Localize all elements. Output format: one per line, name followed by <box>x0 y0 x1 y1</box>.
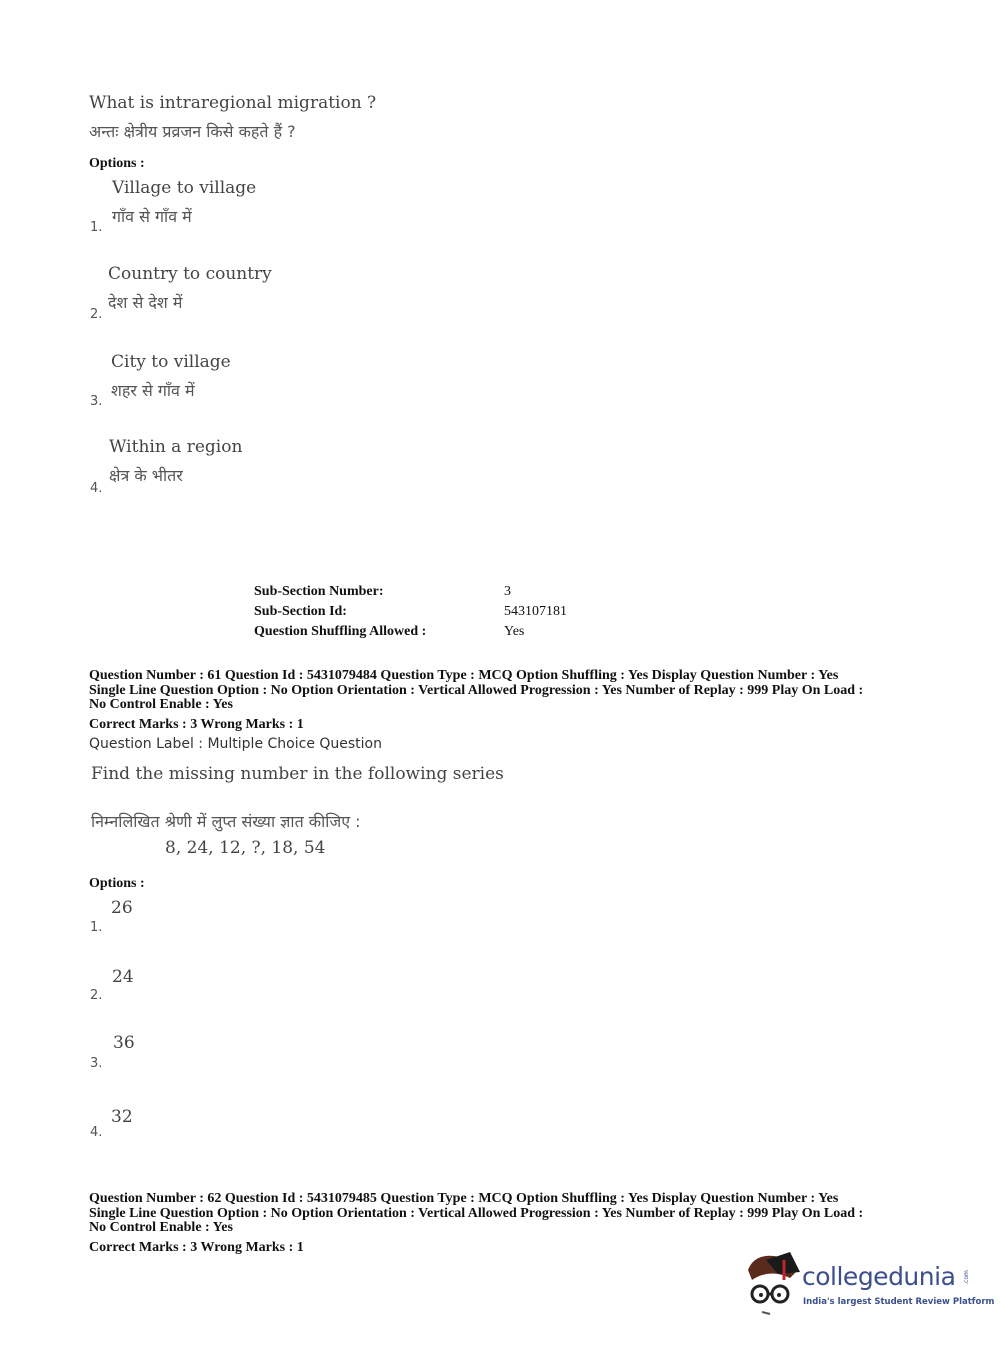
question-61-text-hi: निम्नलिखित श्रेणी में लुप्त संख्या ज्ञात कीजिए : <box>91 812 361 831</box>
option-4-number: 4. <box>90 481 103 496</box>
option-2-hi: देश से देश में <box>108 293 183 312</box>
option-3-number: 3. <box>90 1056 103 1071</box>
option-1-number: 1. <box>90 920 103 935</box>
option-1-hi: गाँव से गाँव में <box>112 207 192 226</box>
question-61-text-en: Find the missing number in the following series <box>91 764 504 784</box>
question-62-meta-2: Single Line Question Option : No Option Orientation : Vertical Allowed Progression : Yes Number of Replay : 999 Play On Load : <box>89 1206 864 1221</box>
options-label: Options : <box>89 876 145 891</box>
option-1-number: 1. <box>90 220 103 235</box>
question-61-meta-3: No Control Enable : Yes <box>89 697 233 712</box>
option-4-number: 4. <box>90 1125 103 1140</box>
shuffle-value: Yes <box>504 624 525 639</box>
question-62-marks: Correct Marks : 3 Wrong Marks : 1 <box>89 1240 304 1255</box>
question-60-text-en: What is intraregional migration ? <box>89 93 377 113</box>
subsection-number: 3 <box>504 584 511 599</box>
mascot-icon <box>740 1250 802 1316</box>
option-2-value: 24 <box>112 967 134 987</box>
options-label: Options : <box>89 156 145 171</box>
option-1-en: Village to village <box>112 178 257 198</box>
option-4-value: 32 <box>111 1107 133 1127</box>
question-62-meta-3: No Control Enable : Yes <box>89 1220 233 1235</box>
option-2-number: 2. <box>90 988 103 1003</box>
option-2-number: 2. <box>90 307 103 322</box>
option-3-number: 3. <box>90 394 103 409</box>
question-62-meta-1: Question Number : 62 Question Id : 5431079485 Question Type : MCQ Option Shuffling : Yes Display Question Number : Yes <box>89 1191 839 1206</box>
option-3-en: City to village <box>111 352 231 372</box>
question-61-label: Question Label : Multiple Choice Question <box>89 736 382 752</box>
collegedunia-logo: collegedunia .com India's largest Student Review Platform <box>740 1250 975 1320</box>
option-4-en: Within a region <box>109 437 243 457</box>
option-1-value: 26 <box>111 898 133 918</box>
subsection-id: 543107181 <box>504 604 567 619</box>
question-60-text-hi: अन्तः क्षेत्रीय प्रव्रजन किसे कहते हैं ? <box>89 122 296 141</box>
subsection-id-label: Sub-Section Id: <box>254 604 347 619</box>
subsection-number-label: Sub-Section Number: <box>254 584 384 599</box>
shuffle-label: Question Shuffling Allowed : <box>254 624 427 639</box>
question-61-series: 8, 24, 12, ?, 18, 54 <box>165 838 326 858</box>
option-4-hi: क्षेत्र के भीतर <box>109 466 183 485</box>
question-61-meta-1: Question Number : 61 Question Id : 5431079484 Question Type : MCQ Option Shuffling : Yes Display Question Number : Yes <box>89 668 839 683</box>
option-2-en: Country to country <box>108 264 272 284</box>
option-3-value: 36 <box>113 1033 135 1053</box>
option-3-hi: शहर से गाँव में <box>111 381 195 400</box>
question-61-meta-2: Single Line Question Option : No Option Orientation : Vertical Allowed Progression : Yes Number of Replay : 999 Play On Load : <box>89 683 864 698</box>
question-61-marks: Correct Marks : 3 Wrong Marks : 1 <box>89 717 304 732</box>
